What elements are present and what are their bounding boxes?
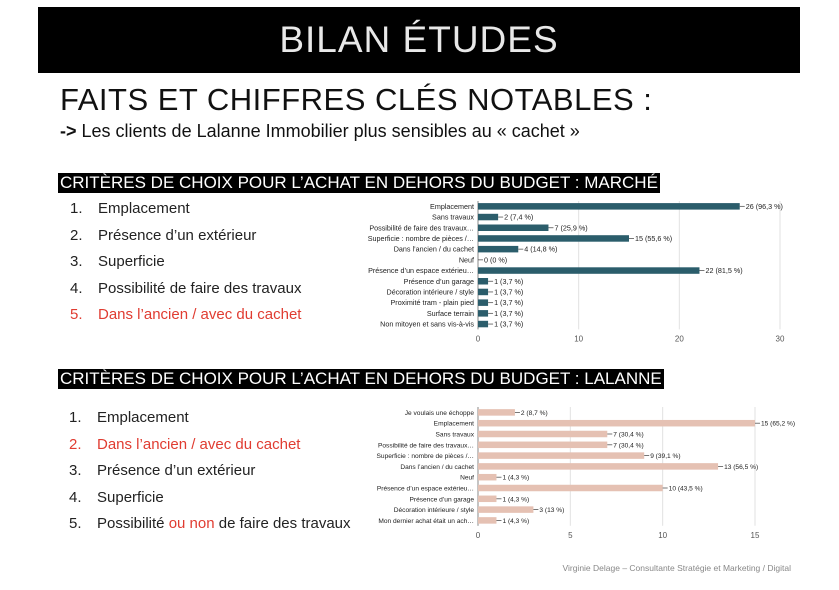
value-label: 22 (81,5 %) <box>705 266 743 276</box>
item-label-post: de faire des travaux <box>214 515 351 532</box>
market-item <box>70 280 301 307</box>
page-heading: FAITS ET CHIFFRES CLÉS NOTABLES : <box>60 82 653 117</box>
item-label: Emplacement <box>97 409 189 426</box>
item-label: Possibilité de faire des travaux <box>98 279 302 297</box>
bar <box>478 299 488 306</box>
category-label: Sans travaux <box>432 212 474 222</box>
x-tick-label: 20 <box>674 334 684 344</box>
market-bar-chart <box>340 198 800 348</box>
bar <box>478 409 515 416</box>
bar <box>478 321 488 328</box>
category-label: Dans l’ancien / du cachet <box>400 463 474 471</box>
category-label: Possibilité de faire des travaux… <box>369 223 474 233</box>
value-label: 3 (13 %) <box>539 507 565 515</box>
value-label: 7 (25,9 %) <box>554 223 588 233</box>
bar <box>478 517 496 524</box>
category-label: Décoration intérieure / style <box>386 287 474 297</box>
bar <box>478 474 496 481</box>
category-label: Présence d’un garage <box>403 276 474 286</box>
arrow-glyph: -> <box>60 121 77 141</box>
category-label: Mon dernier achat était un ach… <box>378 517 474 525</box>
bar <box>478 246 518 253</box>
bar <box>478 442 607 449</box>
lalanne-item <box>69 515 351 542</box>
value-label: 1 (3,7 %) <box>494 308 524 318</box>
item-number: 4. <box>69 488 82 506</box>
market-item <box>70 227 301 254</box>
bar <box>478 506 533 512</box>
item-number: 1. <box>70 200 83 217</box>
x-tick-label: 15 <box>750 530 760 540</box>
value-label: 1 (3,7 %) <box>494 287 524 297</box>
category-label: Présence d’un espace extérieu… <box>368 266 474 276</box>
item-label: Superficie <box>98 253 165 270</box>
item-label <box>97 515 351 542</box>
value-label: 1 (4,3 %) <box>502 517 530 525</box>
bar <box>478 225 548 232</box>
value-label: 15 (55,6 %) <box>635 233 673 243</box>
item-number: 5. <box>69 515 82 532</box>
item-label: Emplacement <box>98 200 190 217</box>
category-label: Présence d’un espace extérieu… <box>376 485 474 493</box>
bar <box>478 452 644 459</box>
market-item <box>70 200 301 227</box>
x-tick-label: 0 <box>475 334 481 344</box>
footer-credit: Virginie Delage – Consultante Stratégie et Marketing / Digital <box>562 563 791 573</box>
banner-title: BILAN ÉTUDES <box>279 19 559 60</box>
lalanne-item <box>69 409 351 436</box>
value-label: 9 (39,1 %) <box>650 453 681 461</box>
category-label: Emplacement <box>433 420 474 428</box>
category-label: Possibilité de faire des travaux… <box>377 442 474 450</box>
x-tick-label: 10 <box>574 334 584 344</box>
item-number: 3. <box>69 462 82 479</box>
value-label: 0 (0 %) <box>484 255 508 265</box>
market-item <box>70 253 301 280</box>
section-market-title: CRITÈRES DE CHOIX POUR L’ACHAT EN DEHORS DU BUDGET : MARCHÉ <box>60 173 658 192</box>
category-label: Surface terrain <box>426 308 474 318</box>
item-label: Dans l’ancien / avec du cachet <box>98 306 302 323</box>
value-label: 2 (7,4 %) <box>504 212 534 222</box>
bar <box>478 431 607 438</box>
value-label: 1 (4,3 %) <box>502 474 530 482</box>
x-tick-label: 10 <box>658 530 668 540</box>
bar <box>478 485 663 492</box>
lalanne-item <box>69 462 351 489</box>
bar <box>478 267 699 274</box>
market-criteria-list <box>70 200 301 333</box>
category-label: Proximité tram - plain pied <box>390 298 474 308</box>
category-label: Dans l’ancien / du cachet <box>393 244 474 254</box>
lalanne-criteria-list <box>69 409 351 542</box>
x-tick-label: 0 <box>475 530 481 540</box>
item-label: Présence d’un extérieur <box>98 226 257 244</box>
bar <box>478 235 629 242</box>
value-label: 1 (3,7 %) <box>494 319 524 329</box>
item-label-pre: Possibilité <box>97 515 169 532</box>
item-label-red: ou non <box>168 515 215 532</box>
value-label: 4 (14,8 %) <box>524 244 558 254</box>
category-label: Je voulais une échoppe <box>404 409 474 417</box>
value-label: 1 (3,7 %) <box>494 298 524 308</box>
bar <box>478 496 496 503</box>
bar <box>478 278 488 285</box>
value-label: 10 (43,5 %) <box>668 485 703 493</box>
category-label: Non mitoyen et sans vis-à-vis <box>380 319 474 329</box>
value-label: 26 (96,3 %) <box>745 201 783 211</box>
bar <box>478 289 488 296</box>
lalanne-bar-chart <box>340 404 800 542</box>
value-label: 2 (8,7 %) <box>520 409 548 417</box>
subheading-text: Les clients de Lalanne Immobilier plus sensibles au « cachet » <box>76 121 580 141</box>
item-number: 3. <box>70 253 83 270</box>
value-label: 15 (65,2 %) <box>761 420 796 428</box>
item-number: 1. <box>69 409 82 426</box>
value-label: 13 (56,5 %) <box>724 463 759 471</box>
section-lalanne-title: CRITÈRES DE CHOIX POUR L’ACHAT EN DEHORS DU BUDGET : LALANNE <box>60 369 662 388</box>
bar <box>478 214 498 221</box>
category-label: Superficie : nombre de pièces /… <box>367 233 474 243</box>
category-label: Décoration intérieure / style <box>393 507 474 515</box>
item-number: 2. <box>70 226 83 244</box>
x-tick-label: 30 <box>775 334 785 344</box>
value-label: 1 (4,3 %) <box>502 496 530 504</box>
x-tick-label: 5 <box>568 530 573 540</box>
category-label: Neuf <box>458 255 474 265</box>
item-label: Dans l’ancien / avec du cachet <box>97 435 301 453</box>
value-label: 7 (30,4 %) <box>613 431 644 439</box>
title-banner <box>38 7 800 73</box>
category-label: Sans travaux <box>435 431 474 439</box>
category-label: Présence d’un garage <box>409 496 474 504</box>
category-label: Superficie : nombre de pièces /… <box>376 453 474 461</box>
lalanne-item <box>69 489 351 516</box>
item-number: 2. <box>69 435 82 453</box>
item-number: 4. <box>70 279 83 297</box>
lalanne-item <box>69 436 351 463</box>
item-number: 5. <box>70 306 83 323</box>
item-label: Présence d’un extérieur <box>97 462 256 479</box>
market-item <box>70 306 301 333</box>
value-label: 1 (3,7 %) <box>494 276 524 286</box>
bar <box>478 420 755 427</box>
value-label: 7 (30,4 %) <box>613 442 644 450</box>
category-label: Emplacement <box>430 201 474 211</box>
bar <box>478 203 740 210</box>
bar <box>478 310 488 317</box>
page-subheading <box>60 121 580 142</box>
bar <box>478 463 718 470</box>
category-label: Neuf <box>460 474 474 482</box>
item-label: Superficie <box>97 488 164 506</box>
